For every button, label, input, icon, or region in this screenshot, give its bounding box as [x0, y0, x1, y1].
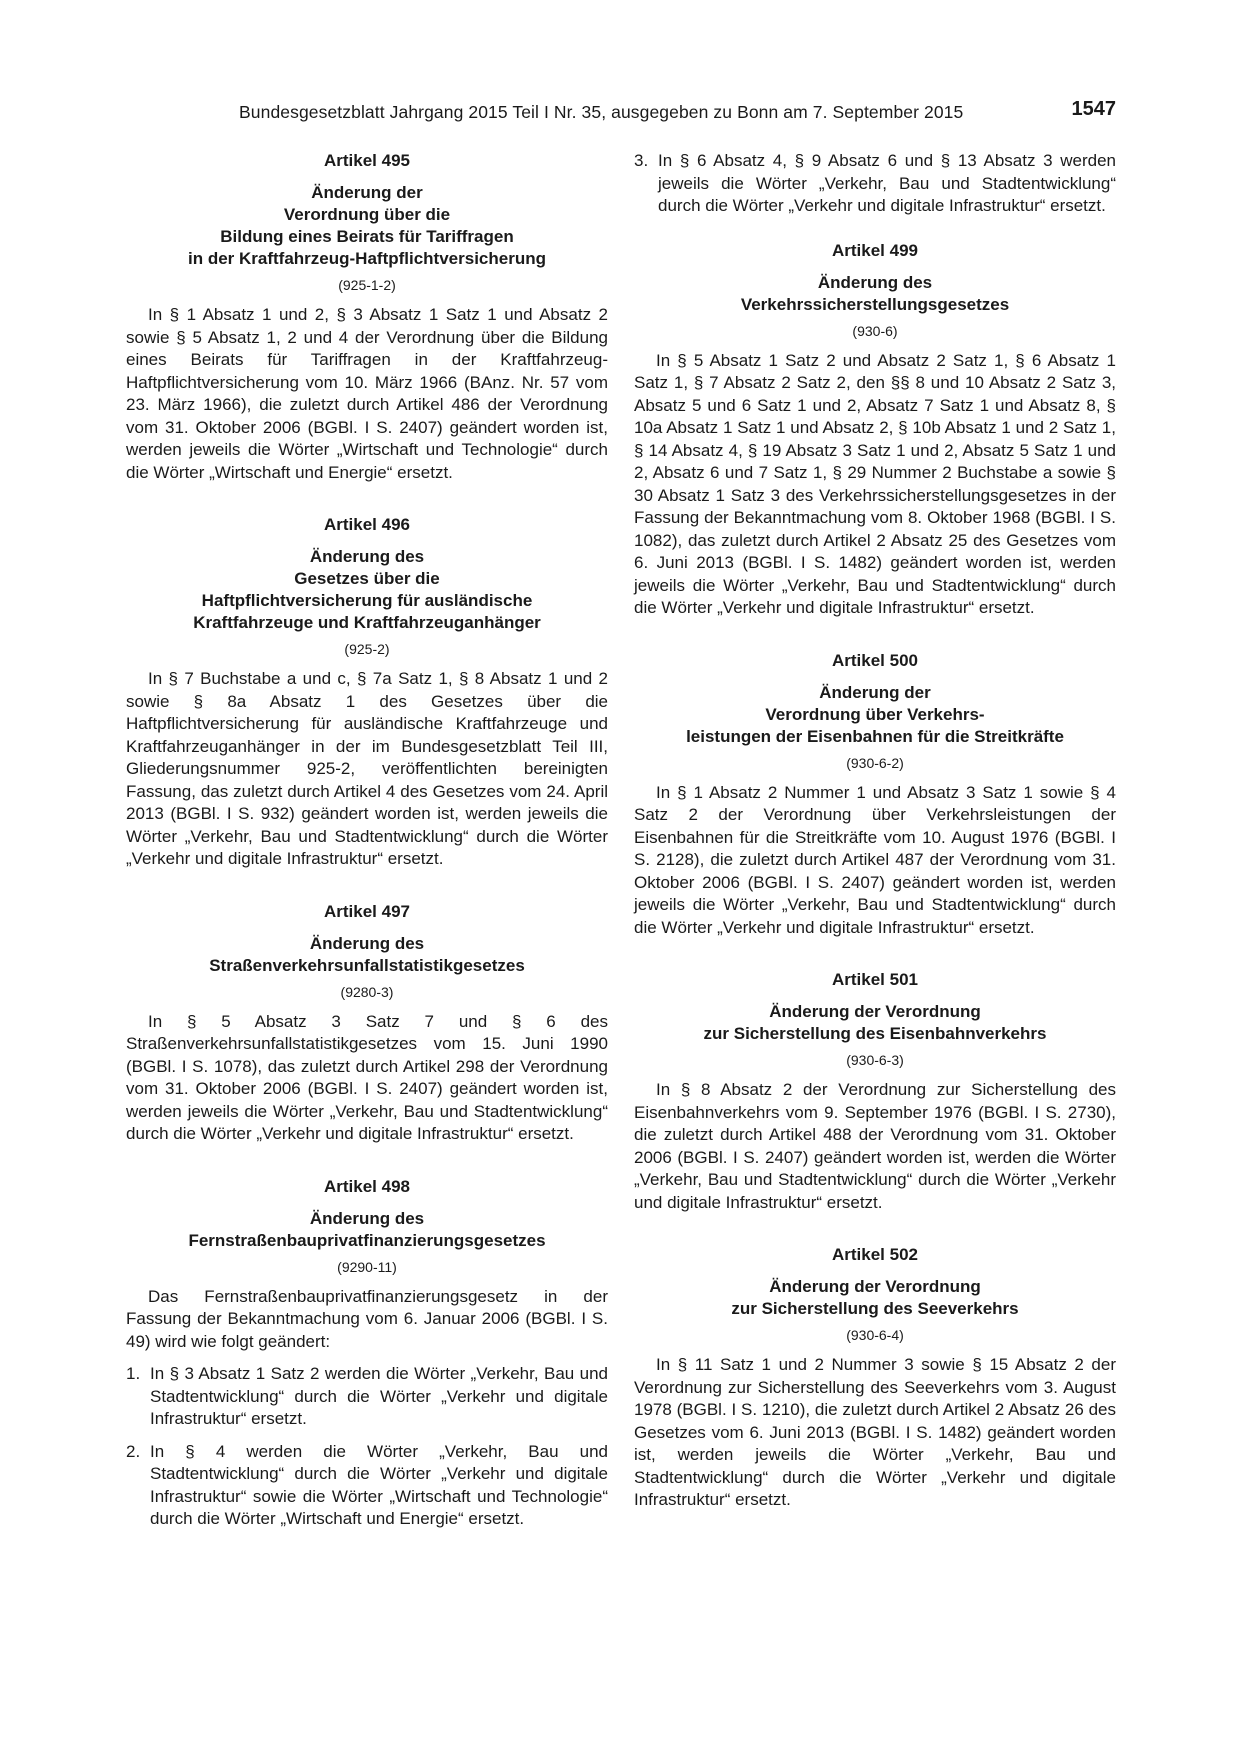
- amendment-list: [634, 150, 1116, 218]
- article-title-line: Änderung des: [309, 933, 425, 953]
- article-title-line: Verkehrssicherstellungsgesetzes: [740, 294, 1010, 314]
- amendment-list: [126, 1363, 608, 1531]
- list-item-text: In § 6 Absatz 4, § 9 Absatz 6 und § 13 Absatz 3 werden jeweils die Wörter „Verkehr, Bau und Stadtentwicklung“ durch die Wörter „Verkehr und digitale Infrastruktur“ ersetzt.: [658, 151, 1116, 215]
- list-item-text: In § 4 werden die Wörter „Verkehr, Bau und Stadtentwicklung“ durch die Wörter „Verkehr und digitale Infrastruktur“ sowie die Wörter „Wirtschaft und Technologie“ durch die Wörter „Wirtschaft und Energie“ ersetzt.: [150, 1441, 608, 1528]
- article-title-line: Änderung der Verordnung: [769, 1002, 981, 1021]
- article-text: In § 8 Absatz 2 der Verordnung zur Sicherstellung des Eisenbahnverkehrs vom 9. September 1976 (BGBl. I S. 2730), die zuletzt durch Artikel 488 der Verordnung vom 31. Oktober 2006 (BGBl. I S. 2407) geändert worden ist, werden die Wörter „Verkehr, Bau und Stadtentwicklung“ durch die Wörter „Verkehr und digitale Infrastruktur“ ersetzt.: [634, 1080, 1116, 1212]
- article-title: [634, 1001, 1116, 1045]
- article-text: In § 11 Satz 1 und 2 Nummer 3 sowie § 15 Absatz 2 der Verordnung zur Sicherstellung des Seeverkehrs vom 3. August 1978 (BGBl. I S. 1210), die zuletzt durch Artikel 2 Absatz 26 des Gesetzes vom 6. Juni 2013 (BGBl. I S. 1482) geändert worden ist, werden jeweils die Wörter „Verkehr, Bau und Stadtentwicklung“ durch die Wörter „Verkehr und digitale Infrastruktur“ ersetzt.: [634, 1355, 1116, 1509]
- page-header: [126, 98, 1116, 128]
- article-title-line: Gesetzes über die: [294, 569, 440, 588]
- article-number: Artikel 498: [324, 1176, 410, 1196]
- list-item-number: 1.: [126, 1364, 141, 1383]
- article-text: Das Fernstraßenbauprivatfinanzierungsgesetz in der Fassung der Bekanntmachung vom 6. Januar 2006 (BGBl. I S. 49) wird wie folgt geändert:: [126, 1286, 608, 1351]
- article-496: [126, 514, 608, 871]
- header-publication-line: Bundesgesetzblatt Jahrgang 2015 Teil I Nr. 35, ausgegeben zu Bonn am 7. September 2015: [239, 102, 964, 122]
- article-number: Artikel 501: [832, 970, 918, 989]
- article-title-line: Straßenverkehrsunfallstatistikgesetzes: [209, 955, 525, 975]
- article-text: In § 5 Absatz 3 Satz 7 und § 6 des Straßenverkehrsunfallstatistikgesetzes vom 15. Juni 1990 (BGBl. I S. 1078), das zuletzt durch Artikel 298 der Verordnung vom 31. Oktober 2006 (BGBl. I S. 2407) geändert worden ist, werden jeweils die Wörter „Verkehr, Bau und Stadtentwicklung“ durch die Wörter „Verkehr und digitale Infrastruktur“ ersetzt.: [126, 1011, 608, 1143]
- article-number: Artikel 502: [832, 1245, 918, 1264]
- article-title-line: zur Sicherstellung des Eisenbahnverkehrs: [703, 1024, 1047, 1043]
- article-title: [634, 272, 1116, 316]
- article-title-line: Verordnung über Verkehrs-: [765, 704, 985, 724]
- list-item: [634, 150, 1116, 218]
- list-item-number: 2.: [126, 1441, 141, 1461]
- article-title-line: Änderung des: [309, 1208, 425, 1228]
- article-title-line: Haftpflichtversicherung für ausländische: [201, 591, 533, 610]
- classification-number: (9280-3): [340, 983, 394, 1000]
- article-title-line: zur Sicherstellung des Seeverkehrs: [731, 1299, 1019, 1318]
- article-title: [634, 682, 1116, 748]
- classification-number: (925-1-2): [338, 277, 396, 293]
- article-498: [126, 1176, 608, 1531]
- page-number: 1547: [1071, 98, 1116, 120]
- article-title-line: leistungen der Eisenbahnen für die Streitkräfte: [686, 726, 1064, 746]
- article-title-line: Verordnung über die: [283, 205, 451, 224]
- right-column: [634, 150, 1116, 1542]
- article-497: [126, 901, 608, 1146]
- list-item: [126, 1363, 608, 1431]
- article-title: [126, 546, 608, 634]
- list-item-number: 3.: [634, 151, 649, 170]
- article-title-line: Änderung der Verordnung: [769, 1277, 981, 1296]
- article-number: Artikel 500: [832, 650, 918, 670]
- article-498-continued: [634, 150, 1116, 218]
- article-500: [634, 650, 1116, 940]
- article-title-line: Fernstraßenbauprivatfinanzierungsgesetzes: [188, 1230, 546, 1250]
- article-title: [126, 182, 608, 270]
- list-item-text: In § 3 Absatz 1 Satz 2 werden die Wörter „Verkehr, Bau und Stadtentwicklung“ durch die Wörter „Verkehr und digitale Infrastruktur“ ersetzt.: [150, 1364, 608, 1428]
- article-title-line: in der Kraftfahrzeug-Haftpflichtversicherung: [188, 249, 546, 268]
- article-text: In § 5 Absatz 1 Satz 2 und Absatz 2 Satz 1, § 6 Absatz 1 Satz 1, § 7 Absatz 2 Satz 2, den §§ 8 und 10 Absatz 2 Satz 3, Absatz 5 und 6 Satz 1 und 2, Absatz 7 Satz 1 und Absatz 8, § 10a Absatz 1 Satz 1 und Absatz 2, § 10b Absatz 1 und 2 Satz 1, § 14 Absatz 4, § 19 Absatz 3 Satz 1 und 2, Absatz 5 Satz 1 und 2, Absatz 6 und 7 Satz 1, § 29 Nummer 2 Buchstabe a sowie § 30 Absatz 1 Satz 3 des Verkehrssicherstellungsgesetzes in der Fassung der Bekanntmachung vom 8. Oktober 1968 (BGBl. I S. 1082), das zuletzt durch Artikel 2 Absatz 25 des Gesetzes vom 6. Juni 2013 (BGBl. I S. 1482) geändert worden ist, werden jeweils die Wörter „Verkehr, Bau und Stadtentwicklung“ durch die Wörter „Verkehr und digitale Infrastruktur“ ersetzt.: [634, 350, 1116, 617]
- article-495: [126, 150, 608, 484]
- classification-number: (930-6-4): [846, 1327, 904, 1343]
- classification-number: (930-6): [852, 322, 898, 339]
- article-501: [634, 969, 1116, 1214]
- article-title-line: Änderung der: [311, 183, 423, 202]
- article-text: In § 1 Absatz 1 und 2, § 3 Absatz 1 Satz 1 und Absatz 2 sowie § 5 Absatz 1, 2 und 4 der Verordnung über die Bildung eines Beirats für Tariffragen in der Kraftfahrzeug-Haftpflichtversicherung vom 10. März 1966 (BAnz. Nr. 57 vom 23. März 1966), die zuletzt durch Artikel 486 der Verordnung vom 31. Oktober 2006 (BGBl. I S. 2407) geändert worden ist, werden jeweils die Wörter „Wirtschaft und Technologie“ durch die Wörter „Wirtschaft und Energie“ ersetzt.: [126, 305, 608, 482]
- article-title: [634, 1276, 1116, 1320]
- article-title: [126, 1208, 608, 1252]
- article-502: [634, 1244, 1116, 1512]
- classification-number: (930-6-2): [846, 754, 904, 771]
- article-number: Artikel 495: [324, 151, 410, 170]
- article-title: [126, 933, 608, 977]
- article-title-line: Änderung des: [309, 547, 425, 566]
- article-title-line: Änderung des: [817, 272, 933, 292]
- article-499: [634, 240, 1116, 620]
- article-number: Artikel 497: [324, 901, 410, 921]
- classification-number: (925-2): [344, 641, 390, 657]
- article-title-line: Bildung eines Beirats für Tariffragen: [220, 227, 514, 246]
- article-number: Artikel 499: [832, 240, 918, 260]
- list-item: [126, 1441, 608, 1531]
- left-column: [126, 150, 608, 1561]
- article-text: In § 7 Buchstabe a und c, § 7a Satz 1, § 8 Absatz 1 und 2 sowie § 8a Absatz 1 des Gesetzes über die Haftpflichtversicherung für ausländische Kraftfahrzeuge und Kraftfahrzeuganhänger in der im Bundesgesetzblatt Teil III, Gliederungsnummer 925-2, veröffentlichten bereinigten Fassung, das zuletzt durch Artikel 4 des Gesetzes vom 24. April 2013 (BGBl. I S. 932) geändert worden ist, werden jeweils die Wörter „Verkehr, Bau und Stadtentwicklung“ durch die Wörter „Verkehr und digitale Infrastruktur“ ersetzt.: [126, 669, 608, 868]
- classification-number: (930-6-3): [846, 1052, 904, 1068]
- article-title-line: Änderung der: [819, 682, 931, 702]
- article-title-line: Kraftfahrzeuge und Kraftfahrzeuganhänger: [193, 613, 541, 632]
- article-number: Artikel 496: [324, 515, 410, 534]
- article-text: In § 1 Absatz 2 Nummer 1 und Absatz 3 Satz 1 sowie § 4 Satz 2 der Verordnung über Verkehrsleistungen der Eisenbahnen für die Streitkräfte vom 10. August 1976 (BGBl. I S. 2128), die zuletzt durch Artikel 487 der Verordnung vom 31. Oktober 2006 (BGBl. I S. 2407) geändert worden ist, werden jeweils die Wörter „Verkehr, Bau und Stadtentwicklung“ durch die Wörter „Verkehr und digitale Infrastruktur“ ersetzt.: [634, 782, 1116, 937]
- classification-number: (9290-11): [337, 1258, 397, 1275]
